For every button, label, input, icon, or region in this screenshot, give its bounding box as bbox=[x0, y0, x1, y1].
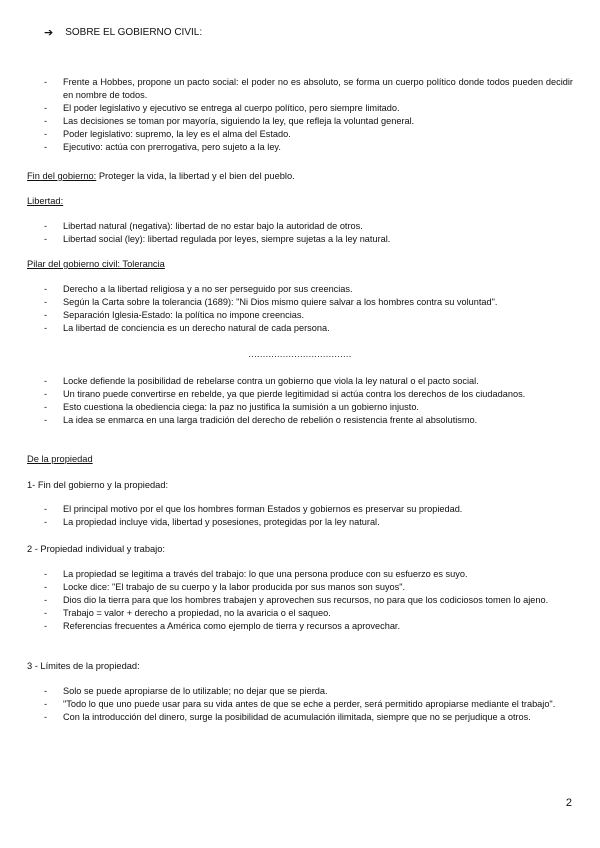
list-item: - Ejecutivo: actúa con prerrogativa, pero sujeto a la ley. bbox=[27, 141, 573, 154]
pilar-list bbox=[27, 283, 573, 335]
fin-gobierno-label: Fin del gobierno: bbox=[27, 171, 97, 181]
list-item: - La propiedad se legitima a través del trabajo: lo que una persona produce con su esfuerzo es suyo. bbox=[27, 568, 573, 581]
rebelion-list bbox=[27, 375, 573, 427]
list-item: - Esto cuestiona la obediencia ciega: la paz no justifica la sumisión a un gobierno injusto. bbox=[27, 401, 573, 414]
list-item: - Un tirano puede convertirse en rebelde, ya que pierde legitimidad si actúa contra los derechos de los ciudadanos. bbox=[27, 388, 573, 401]
list-item: - Solo se puede apropiarse de lo utilizable; no dejar que se pierda. bbox=[27, 685, 573, 698]
list-item: - Locke dice: "El trabajo de su cuerpo y la labor producida por sus manos son suyos". bbox=[27, 581, 573, 594]
list-item: - Poder legislativo: supremo, la ley es el alma del Estado. bbox=[27, 128, 573, 141]
list-item: - Separación Iglesia-Estado: la política no impone creencias. bbox=[27, 309, 573, 322]
propiedad-s3-list bbox=[27, 685, 573, 724]
propiedad-s1-list bbox=[27, 503, 573, 529]
list-item: - La idea se enmarca en una larga tradición del derecho de rebelión o resistencia frente al absolutismo. bbox=[27, 414, 573, 427]
intro-list bbox=[27, 76, 573, 154]
list-item: - Libertad social (ley): libertad regulada por leyes, siempre sujetas a la ley natural. bbox=[27, 233, 573, 246]
fin-gobierno-text: Proteger la vida, la libertad y el bien del pueblo. bbox=[96, 171, 295, 181]
propiedad-s2-list bbox=[27, 568, 573, 633]
list-item: - La propiedad incluye vida, libertad y posesiones, protegidas por la ley natural. bbox=[27, 516, 573, 529]
section-title: SOBRE EL GOBIERNO CIVIL: bbox=[65, 27, 203, 38]
list-item: - Dios dio la tierra para que los hombres trabajen y aprovechen sus recursos, no para que los codiciosos tomen lo ajeno. bbox=[27, 594, 573, 607]
list-item: - Libertad natural (negativa): libertad de no estar bajo la autoridad de otros. bbox=[27, 220, 573, 233]
list-item: - "Todo lo que uno puede usar para su vida antes de que se eche a perder, será permitido apropiarse mediante el trabajo". bbox=[27, 698, 573, 711]
list-item: - El principal motivo por el que los hombres forman Estados y gobiernos es preservar su propiedad. bbox=[27, 503, 573, 516]
pilar-heading: Pilar del gobierno civil: Tolerancia bbox=[27, 259, 165, 269]
list-item: - Derecho a la libertad religiosa y a no ser perseguido por sus creencias. bbox=[27, 283, 573, 296]
list-item: - El poder legislativo y ejecutivo se entrega al cuerpo político, pero siempre limitado. bbox=[27, 102, 573, 115]
dotted-divider: ……………………………… bbox=[248, 349, 352, 359]
list-item: - Las decisiones se toman por mayoría, siguiendo la ley, que refleja la voluntad general. bbox=[27, 115, 573, 128]
fin-gobierno-paragraph bbox=[27, 170, 295, 182]
list-item: - Según la Carta sobre la tolerancia (1689): "Ni Dios mismo quiere salvar a los hombres contra su voluntad". bbox=[27, 296, 573, 309]
list-item: - Frente a Hobbes, propone un pacto social: el poder no es absoluto, se forma un cuerpo político donde todos pueden decidir en nombre de todos. bbox=[27, 76, 573, 102]
libertad-list bbox=[27, 220, 573, 246]
propiedad-s2-title: 2 - Propiedad individual y trabajo: bbox=[27, 544, 165, 554]
propiedad-heading: De la propiedad bbox=[27, 454, 93, 464]
section-heading bbox=[44, 26, 202, 39]
arrow-right-icon: ➔ bbox=[44, 27, 54, 39]
libertad-heading: Libertad: bbox=[27, 196, 64, 206]
list-item: - Con la introducción del dinero, surge la posibilidad de acumulación ilimitada, siempre que no se perjudique a otros. bbox=[27, 711, 573, 724]
list-item: - La libertad de conciencia es un derecho natural de cada persona. bbox=[27, 322, 573, 335]
propiedad-s3-title: 3 - Límites de la propiedad: bbox=[27, 661, 140, 671]
list-item: - Referencias frecuentes a América como ejemplo de tierra y recursos a aprovechar. bbox=[27, 620, 573, 633]
list-item: - Trabajo = valor + derecho a propiedad, no la avaricia o el saqueo. bbox=[27, 607, 573, 620]
page-number: 2 bbox=[565, 797, 572, 809]
propiedad-s1-title: 1- Fin del gobierno y la propiedad: bbox=[27, 480, 169, 490]
list-item: - Locke defiende la posibilidad de rebelarse contra un gobierno que viola la ley natural o el pacto social. bbox=[27, 375, 573, 388]
